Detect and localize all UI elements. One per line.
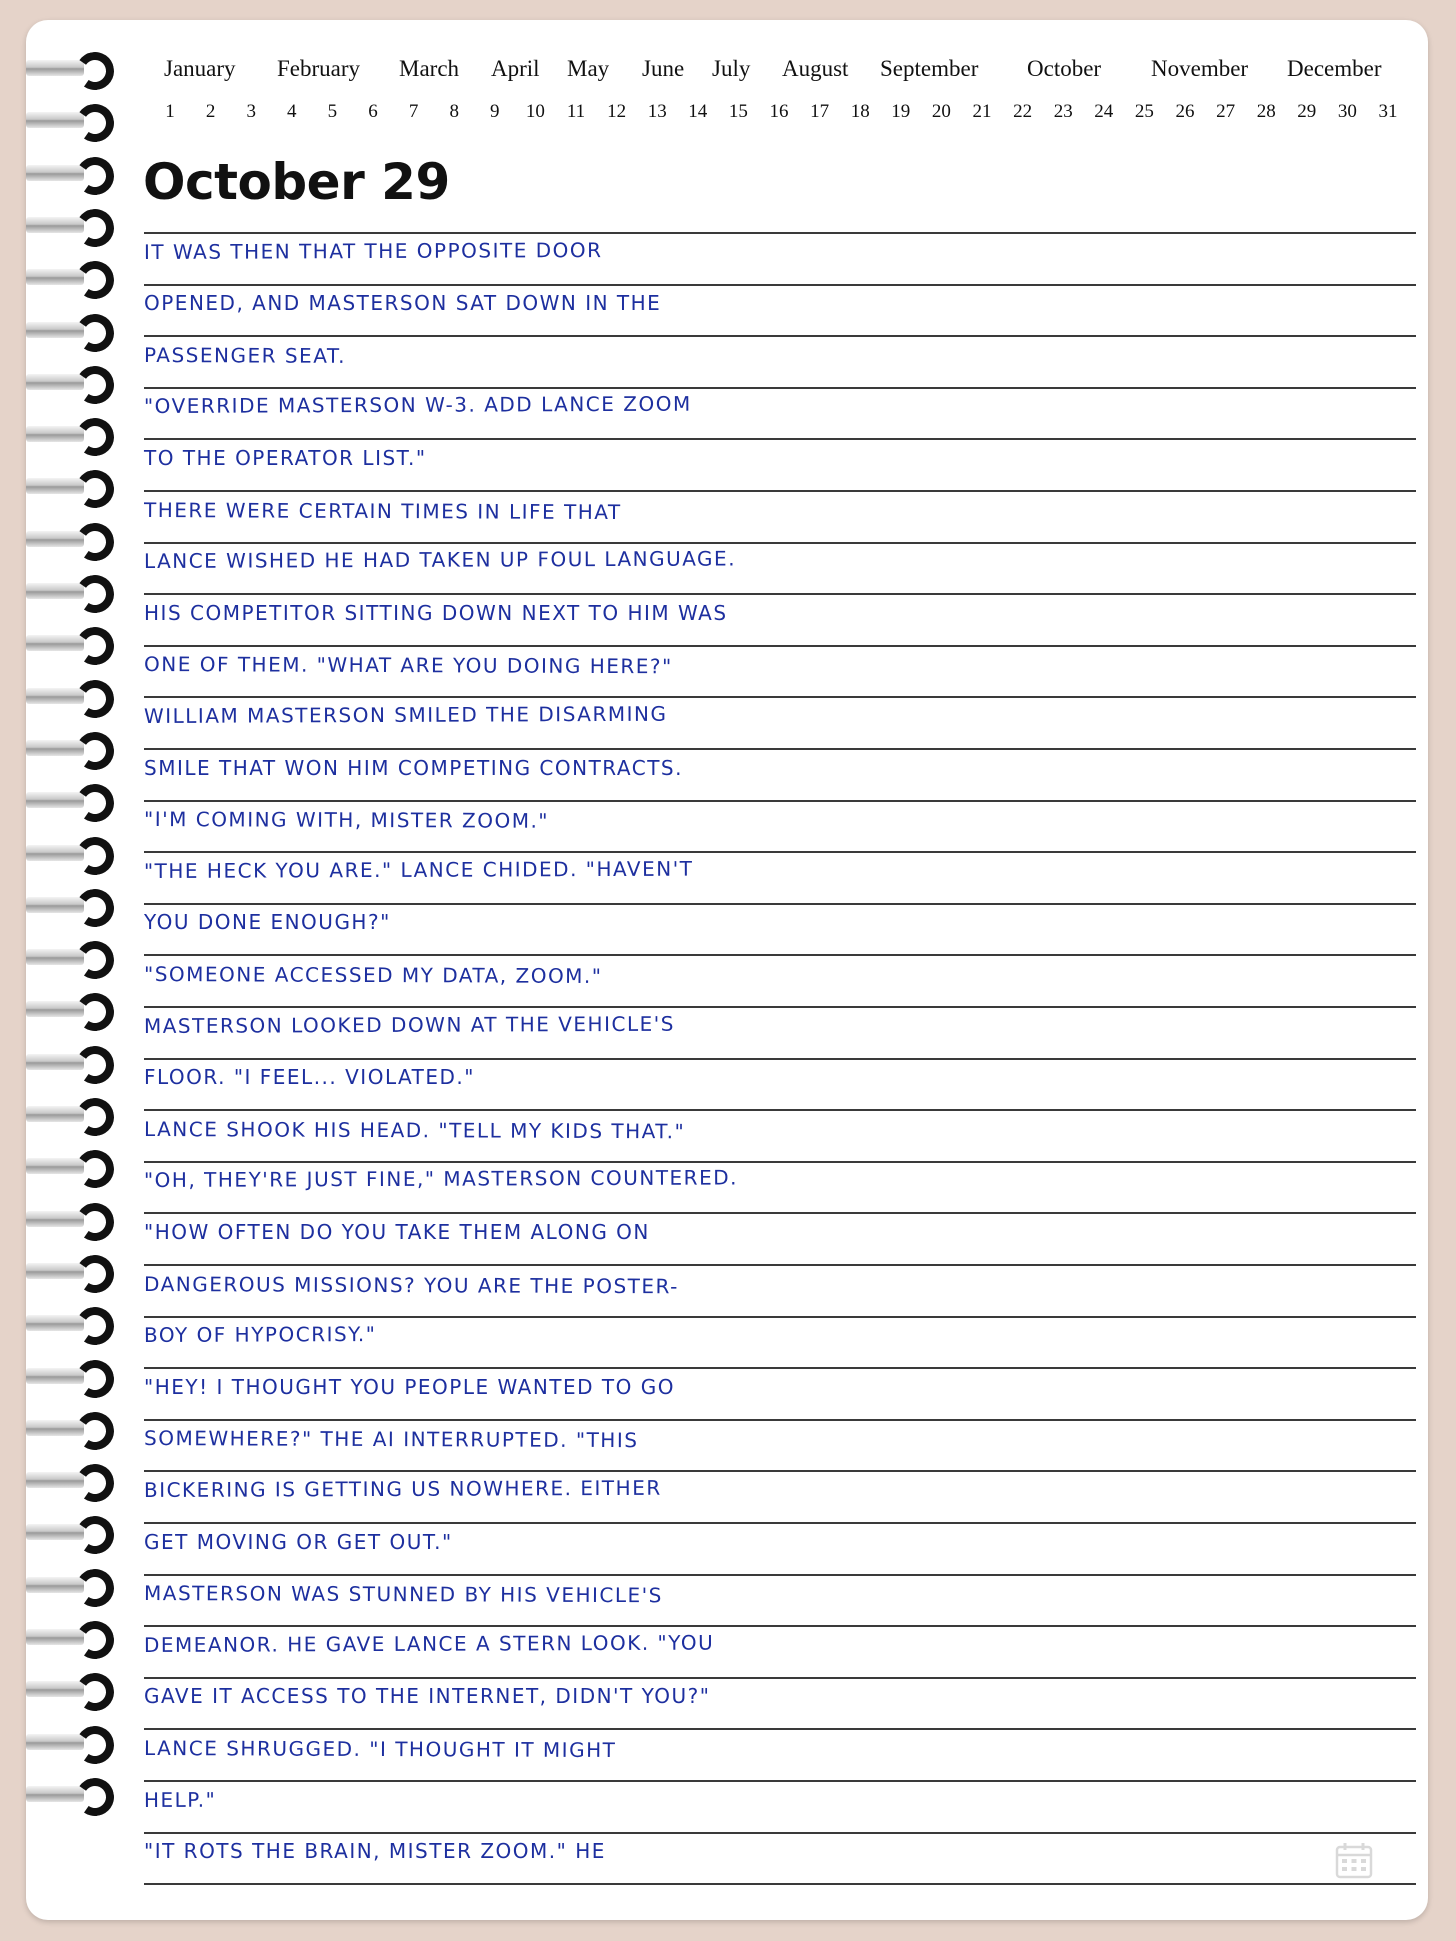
binding-ring — [26, 100, 112, 140]
ruled-line — [144, 335, 1416, 337]
handwritten-line: MASTERSON WAS STUNNED BY HIS VEHICLE'S — [144, 1581, 663, 1608]
ruled-line — [144, 1832, 1416, 1834]
ruled-line — [144, 954, 1416, 956]
day-link[interactable]: 12 — [607, 101, 627, 122]
day-link[interactable]: 2 — [205, 101, 216, 122]
handwritten-line: "I'M COMING WITH, MISTER ZOOM." — [144, 807, 550, 833]
handwritten-line: IT WAS THEN THAT THE OPPOSITE DOOR — [143, 237, 603, 264]
ruled-line — [144, 284, 1416, 286]
month-strip — [164, 56, 1434, 86]
day-link[interactable]: 17 — [810, 101, 830, 122]
handwritten-line: LANCE SHRUGGED. "I THOUGHT IT MIGHT — [144, 1736, 617, 1763]
binding-ring — [26, 937, 112, 977]
handwritten-line: HIS COMPETITOR SITTING DOWN NEXT TO HIM WAS — [144, 600, 728, 625]
day-link[interactable]: 4 — [287, 101, 297, 122]
binding-ring — [26, 833, 112, 873]
handwritten-line: FLOOR. "I FEEL... VIOLATED." — [144, 1065, 475, 1090]
binding-ring — [26, 1356, 112, 1396]
binding-ring — [26, 362, 112, 402]
handwritten-line: SOMEWHERE?" THE AI INTERRUPTED. "THIS — [144, 1426, 639, 1453]
month-link[interactable]: May — [567, 56, 610, 81]
binding-ring — [26, 466, 112, 506]
day-link[interactable]: 9 — [490, 101, 500, 122]
handwritten-line: "HEY! I THOUGHT YOU PEOPLE WANTED TO GO — [144, 1374, 675, 1399]
day-link[interactable]: 20 — [931, 101, 951, 122]
ruled-line — [144, 903, 1416, 905]
binding-ring — [26, 1094, 112, 1134]
binding-ring — [26, 1565, 112, 1605]
handwritten-line: "OH, THEY'RE JUST FINE," MASTERSON COUNTERED. — [143, 1165, 739, 1193]
ruled-line — [144, 1058, 1416, 1060]
day-strip — [164, 101, 1434, 127]
handwritten-line: ONE OF THEM. "WHAT ARE YOU DOING HERE?" — [144, 652, 673, 679]
ruled-line — [144, 232, 1416, 234]
ruled-line — [144, 1212, 1416, 1214]
binding-ring — [26, 205, 112, 245]
binding-ring — [26, 1774, 112, 1814]
binding-ring — [26, 519, 112, 559]
handwritten-line: PASSENGER SEAT. — [144, 342, 347, 368]
ruled-line — [144, 645, 1416, 647]
month-link[interactable]: September — [880, 56, 979, 81]
day-link[interactable]: 21 — [972, 101, 992, 122]
binding-ring — [26, 257, 112, 297]
handwritten-line: GET MOVING OR GET OUT." — [144, 1529, 453, 1554]
day-link[interactable]: 18 — [850, 101, 870, 122]
binding-ring — [26, 1669, 112, 1709]
binding-ring — [26, 676, 112, 716]
binding-ring — [26, 1042, 112, 1082]
day-link[interactable]: 14 — [688, 101, 708, 122]
handwritten-line: OPENED, AND MASTERSON SAT DOWN IN THE — [144, 291, 662, 316]
handwritten-line: "IT ROTS THE BRAIN, MISTER ZOOM." HE — [144, 1839, 606, 1864]
binding-ring — [26, 1199, 112, 1239]
ruled-line — [144, 1625, 1416, 1627]
ruled-line — [144, 1677, 1416, 1679]
binding-ring — [26, 1408, 112, 1448]
binding-ring — [26, 1722, 112, 1762]
ruled-line — [144, 748, 1416, 750]
day-link[interactable]: 22 — [1013, 101, 1033, 122]
ruled-line — [144, 1574, 1416, 1576]
handwritten-line: BICKERING IS GETTING US NOWHERE. EITHER — [143, 1475, 662, 1502]
calendar-icon[interactable] — [1334, 1840, 1374, 1880]
binding-ring — [26, 153, 112, 193]
ruled-line — [144, 1264, 1416, 1266]
month-link[interactable]: July — [712, 56, 751, 81]
handwritten-line: LANCE SHOOK HIS HEAD. "TELL MY KIDS THAT." — [144, 1116, 686, 1144]
handwritten-line: BOY OF HYPOCRISY." — [143, 1322, 377, 1348]
ruled-line — [144, 1728, 1416, 1730]
ruled-line — [144, 490, 1416, 492]
day-link[interactable]: 5 — [327, 101, 338, 122]
binding-ring — [26, 728, 112, 768]
handwritten-line: THERE WERE CERTAIN TIMES IN LIFE THAT — [144, 497, 622, 524]
binding-ring — [26, 1617, 112, 1657]
binding-ring — [26, 1460, 112, 1500]
handwritten-line: "HOW OFTEN DO YOU TAKE THEM ALONG ON — [144, 1220, 650, 1244]
binding-ring — [26, 310, 112, 350]
ruled-line — [144, 1522, 1416, 1524]
day-link[interactable]: 24 — [1094, 101, 1114, 122]
ruled-line — [144, 696, 1416, 698]
month-link[interactable]: December — [1287, 56, 1382, 81]
day-link[interactable]: 13 — [647, 101, 667, 122]
day-link[interactable]: 25 — [1134, 101, 1154, 122]
handwritten-line: "SOMEONE ACCESSED MY DATA, ZOOM." — [144, 962, 603, 989]
binding-ring — [26, 780, 112, 820]
day-link[interactable]: 27 — [1216, 101, 1236, 122]
binding-ring — [26, 989, 112, 1029]
binding-ring — [26, 571, 112, 611]
ruled-line — [144, 1780, 1416, 1782]
ruled-line — [144, 593, 1416, 595]
handwritten-line: MASTERSON LOOKED DOWN AT THE VEHICLE'S — [143, 1011, 675, 1038]
ruled-line — [144, 1883, 1416, 1885]
handwritten-line: "OVERRIDE MASTERSON W-3. ADD LANCE ZOOM — [143, 392, 692, 419]
handwritten-line: TO THE OPERATOR LIST." — [144, 446, 427, 470]
binding-ring — [26, 1146, 112, 1186]
handwritten-line: DANGEROUS MISSIONS? YOU ARE THE POSTER- — [144, 1271, 679, 1298]
month-link[interactable]: October — [1027, 56, 1102, 81]
ruled-line — [144, 1109, 1416, 1111]
handwritten-line: "THE HECK YOU ARE." LANCE CHIDED. "HAVEN'T — [143, 856, 694, 883]
binding-ring — [26, 1251, 112, 1291]
day-link[interactable]: 3 — [246, 101, 256, 122]
day-link[interactable]: 10 — [525, 101, 545, 122]
binding-ring — [26, 623, 112, 663]
handwritten-line: DEMEANOR. HE GAVE LANCE A STERN LOOK. "YOU — [143, 1630, 715, 1657]
day-link[interactable]: 28 — [1256, 101, 1276, 122]
binding-ring — [26, 1303, 112, 1343]
month-link[interactable]: January — [164, 56, 236, 81]
day-link[interactable]: 1 — [165, 101, 175, 122]
handwritten-line: LANCE WISHED HE HAD TAKEN UP FOUL LANGUAGE. — [143, 546, 737, 574]
ruled-line — [144, 1470, 1416, 1472]
notebook-page — [26, 20, 1428, 1920]
handwritten-line: GAVE IT ACCESS TO THE INTERNET, DIDN'T YOU?" — [144, 1684, 711, 1709]
binding-ring — [26, 1512, 112, 1552]
day-link[interactable]: 11 — [566, 101, 586, 122]
day-link[interactable]: 23 — [1053, 101, 1073, 122]
month-link[interactable]: February — [277, 56, 361, 81]
handwritten-line: WILLIAM MASTERSON SMILED THE DISARMING — [143, 701, 668, 728]
day-link[interactable]: 15 — [728, 101, 748, 122]
ruled-line — [144, 438, 1416, 440]
day-link[interactable]: 29 — [1297, 101, 1317, 122]
handwritten-line: YOU DONE ENOUGH?" — [144, 910, 391, 935]
ruled-line — [144, 1419, 1416, 1421]
binding-ring — [26, 885, 112, 925]
month-link[interactable]: August — [782, 56, 849, 81]
day-link[interactable]: 7 — [408, 101, 419, 122]
day-link[interactable]: 16 — [769, 101, 789, 122]
binding-ring — [26, 414, 112, 454]
day-link[interactable]: 8 — [449, 101, 459, 122]
ruled-line — [144, 800, 1416, 802]
handwritten-line: SMILE THAT WON HIM COMPETING CONTRACTS. — [144, 755, 683, 780]
month-link[interactable]: March — [399, 56, 460, 81]
day-link[interactable]: 26 — [1175, 101, 1195, 122]
month-link[interactable]: April — [491, 56, 540, 81]
spiral-binding — [26, 48, 116, 1928]
day-link[interactable]: 6 — [368, 101, 378, 122]
binding-ring — [26, 48, 112, 88]
ruled-line — [144, 1367, 1416, 1369]
day-link[interactable]: 30 — [1337, 101, 1357, 122]
day-link[interactable]: 31 — [1378, 101, 1398, 122]
day-link[interactable]: 19 — [891, 101, 911, 122]
month-link[interactable]: November — [1151, 56, 1249, 81]
handwritten-line: HELP." — [143, 1787, 217, 1812]
ruled-line — [144, 1006, 1416, 1008]
month-link[interactable]: June — [642, 56, 685, 81]
page-title: October 29 — [143, 153, 450, 211]
ruled-line — [144, 851, 1416, 853]
